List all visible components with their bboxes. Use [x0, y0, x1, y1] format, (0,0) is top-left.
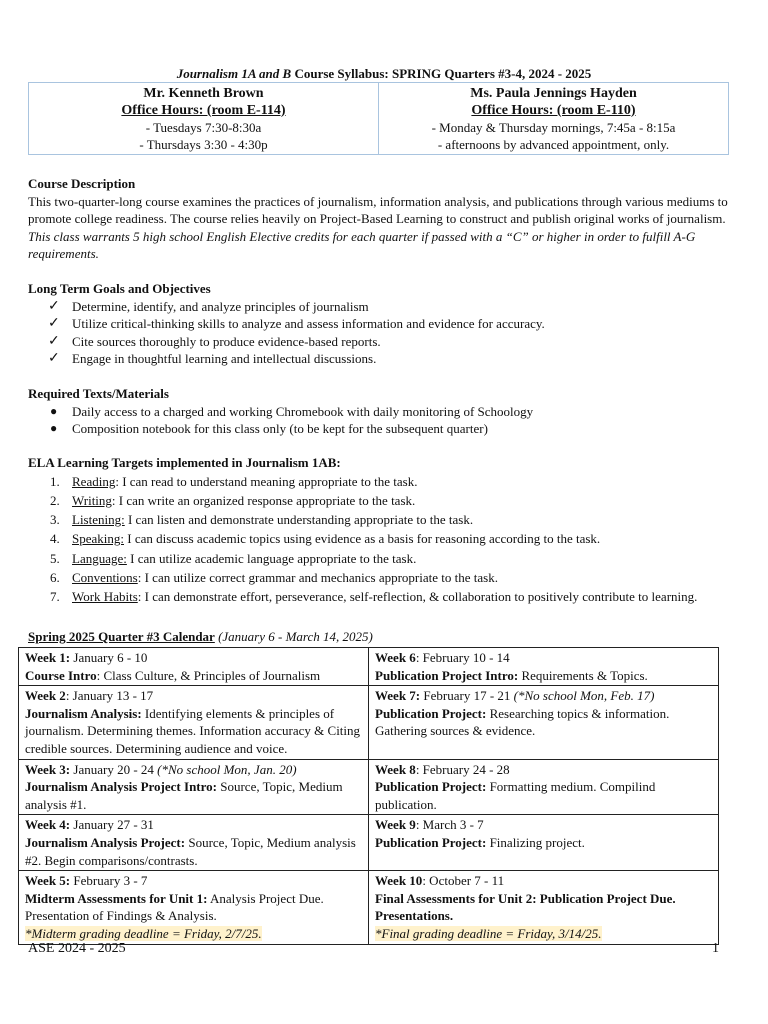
week-label: Week 10 [375, 873, 423, 889]
week-topic: Journalism Analysis Project: [25, 834, 186, 850]
week-description: Source, Topic, Medium analysis #1. [25, 779, 343, 812]
target-text: I can utilize academic language appropriate to the task. [126, 550, 417, 566]
calendar-title [28, 629, 373, 645]
week-description: Researching topics & information. Gathering sources & evidence. [375, 705, 670, 739]
list-item [28, 333, 738, 351]
week-dates: : February 10 - 14 [415, 650, 510, 665]
list-item [28, 350, 738, 368]
week-label: Week 9 [375, 817, 416, 833]
week-description: Identifying elements & principles of journalism. Determining themes. Information accuracy & Citing credible sources. Determining audience and voice. [25, 705, 361, 756]
materials-list [28, 403, 738, 438]
office-hours-line: - Tuesdays 7:30-8:30a [145, 120, 262, 135]
list-item [28, 315, 738, 333]
goals-section [28, 280, 738, 368]
table-row [19, 871, 719, 944]
course-description-text [28, 193, 738, 263]
grading-deadline-note: *Midterm grading deadline = Friday, 2/7/25. [25, 925, 262, 941]
list-item-text: Utilize critical-thinking skills to analyze and assess information and evidence for accuracy. [72, 316, 545, 331]
checkmark-icon: ✓ [48, 298, 60, 314]
week-description: Requirements & Topics. [518, 667, 648, 683]
week-topic: Journalism Analysis Project Intro: [25, 779, 217, 795]
calendar-cell-week-7 [369, 686, 719, 759]
week-description: Finalizing project. [486, 834, 585, 850]
instructor-table [28, 82, 729, 155]
week-description: Analysis Project Due. Presentation of Findings & Analysis. [25, 890, 324, 924]
list-number: 7. [50, 589, 60, 605]
target-label: Conventions [72, 569, 138, 585]
calendar-cell-week-8 [369, 759, 719, 815]
list-number: 1. [50, 473, 60, 489]
office-hours-line: - Monday & Thursday mornings, 7:45a - 8:15a [431, 120, 676, 135]
document-title [0, 66, 768, 82]
learning-targets-section [28, 454, 738, 607]
list-item [28, 472, 738, 491]
week-dates: : March 3 - 7 [415, 817, 484, 833]
week-topic: Publication Project Intro: [375, 667, 519, 683]
office-hours-heading: Office Hours: (room E-114) [121, 103, 286, 118]
week-label: Week 1: [25, 650, 71, 665]
list-item-text: Engage in thoughtful learning and intellectual discussions. [72, 351, 377, 366]
week-dates: : October 7 - 11 [422, 873, 505, 889]
list-number: 6. [50, 569, 60, 585]
description-body: This two-quarter-long course examines the practices of journalism, information analysis, and publications through various mediums to promote college readiness. The course relies heavily on Project-Based Learning to construct and publish original works of journalism. [28, 193, 728, 226]
list-number: 4. [50, 531, 60, 547]
instructor-cell-brown [29, 83, 379, 155]
calendar-cell-week-2 [19, 686, 369, 759]
target-text: I can listen and demonstrate understanding appropriate to the task. [124, 512, 474, 528]
list-item [28, 587, 738, 606]
week-label: Week 3: [25, 761, 71, 777]
materials-section [28, 385, 738, 438]
target-label: Writing [72, 492, 112, 508]
week-description: Source, Topic, Medium analysis #2. Begin comparisons/contrasts. [25, 834, 356, 868]
checkmark-icon: ✓ [48, 316, 60, 331]
instructor-cell-hayden [379, 83, 729, 155]
table-row [19, 759, 719, 815]
office-hours-heading: Office Hours: (room E-110) [471, 103, 636, 118]
week-dates: January 20 - 24 [70, 761, 158, 777]
calendar-heading: Spring 2025 Quarter #3 Calendar [28, 629, 215, 644]
list-number: 2. [50, 492, 60, 508]
list-item [28, 491, 738, 510]
calendar-cell-week-3 [19, 759, 369, 815]
page-number: 1 [712, 941, 719, 956]
week-topic: Publication Project: [375, 779, 487, 795]
no-school-note: (*No school Mon, Jan. 20) [157, 761, 297, 777]
week-label: Week 4: [25, 817, 71, 833]
week-topic: Final Assessments for Unit 2: Publication Project Due. Presentations. [375, 890, 676, 924]
calendar-cell-week-5 [19, 871, 369, 944]
learning-targets-list [28, 472, 738, 607]
week-description: : Class Culture, & Principles of Journalism [96, 667, 321, 683]
list-item [28, 529, 738, 548]
list-item [28, 568, 738, 587]
list-item [28, 549, 738, 568]
week-label: Week 2 [25, 688, 66, 704]
week-topic: Course Intro [25, 667, 97, 683]
list-item-text: Cite sources thoroughly to produce evidence-based reports. [72, 333, 381, 349]
title-rest: Course Syllabus: SPRING Quarters #3-4, 2024 - 2025 [291, 66, 592, 81]
footer-school-year: ASE 2024 - 2025 [28, 941, 126, 956]
goals-list [28, 298, 738, 368]
calendar-table [18, 647, 719, 945]
week-description: Formatting medium. Compilind publication. [375, 779, 656, 812]
week-dates: January 6 - 10 [70, 650, 148, 665]
list-number: 5. [50, 550, 60, 566]
bullet-icon: ● [50, 403, 58, 418]
section-heading: ELA Learning Targets implemented in Journalism 1AB: [28, 455, 341, 470]
office-hours-line: - Thursdays 3:30 - 4:30p [139, 137, 268, 152]
checkmark-icon: ✓ [48, 333, 60, 349]
week-topic: Publication Project: [375, 705, 487, 721]
week-dates: January 27 - 31 [70, 817, 154, 833]
list-item [28, 403, 738, 421]
section-heading: Required Texts/Materials [28, 386, 169, 401]
table-row [19, 686, 719, 759]
checkmark-icon: ✓ [48, 351, 60, 366]
week-dates: : January 13 - 17 [65, 688, 154, 704]
course-description-section [28, 175, 738, 263]
list-number: 3. [50, 512, 60, 528]
calendar-cell-week-1 [19, 648, 369, 686]
target-text: I can discuss academic topics using evidence as a basis for reasoning according to the task. [124, 531, 601, 547]
list-item-text: Determine, identify, and analyze principles of journalism [72, 298, 369, 314]
section-heading: Long Term Goals and Objectives [28, 281, 211, 296]
target-text: : I can utilize correct grammar and mechanics appropriate to the task. [137, 569, 498, 585]
target-label: Listening: [72, 512, 125, 528]
week-label: Week 8 [375, 761, 416, 777]
target-label: Work Habits [72, 589, 138, 605]
week-label: Week 6 [375, 650, 416, 665]
target-label: Reading [72, 473, 116, 489]
list-item-text: Daily access to a charged and working Chromebook with daily monitoring of Schoology [72, 403, 534, 419]
target-label: Speaking: [72, 531, 124, 547]
target-text: : I can read to understand meaning appropriate to the task. [115, 473, 418, 489]
credit-note: This class warrants 5 high school English Elective credits for each quarter if passed with a “C” or higher in order to fulfill A-G requirements. [28, 228, 696, 261]
week-dates: : February 24 - 28 [415, 761, 510, 777]
bullet-icon: ● [50, 421, 58, 435]
grading-deadline-note: *Final grading deadline = Friday, 3/14/25. [375, 925, 602, 941]
calendar-cell-week-4 [19, 815, 369, 871]
no-school-note: (*No school Mon, Feb. 17) [513, 688, 655, 704]
table-row [19, 648, 719, 686]
instructor-name: Mr. Kenneth Brown [143, 86, 264, 101]
section-heading: Course Description [28, 176, 136, 191]
target-label: Language: [72, 550, 127, 566]
instructor-name: Ms. Paula Jennings Hayden [470, 86, 637, 101]
course-name: Journalism 1A and B [176, 66, 292, 81]
calendar-cell-week-9 [369, 815, 719, 871]
target-text: : I can write an organized response appropriate to the task. [111, 492, 416, 508]
target-text: : I can demonstrate effort, perseverance, self-reflection, & collaboration to positively contribute to learning. [137, 589, 698, 605]
week-topic: Publication Project: [375, 834, 487, 850]
list-item [28, 298, 738, 316]
week-dates: February 17 - 21 [420, 688, 514, 704]
list-item [28, 510, 738, 529]
table-row [19, 815, 719, 871]
list-item [28, 420, 738, 438]
calendar-cell-week-10 [369, 871, 719, 944]
week-label: Week 7: [375, 688, 421, 704]
list-item-text: Composition notebook for this class only (to be kept for the subsequent quarter) [72, 421, 488, 436]
week-label: Week 5: [25, 873, 71, 889]
calendar-date-range: (January 6 - March 14, 2025) [214, 629, 373, 644]
office-hours-line: - afternoons by advanced appointment, only. [437, 137, 670, 152]
week-topic: Journalism Analysis: [25, 705, 142, 721]
calendar-cell-week-6 [369, 648, 719, 686]
week-topic: Midterm Assessments for Unit 1: [25, 890, 208, 906]
week-dates: February 3 - 7 [70, 873, 148, 889]
